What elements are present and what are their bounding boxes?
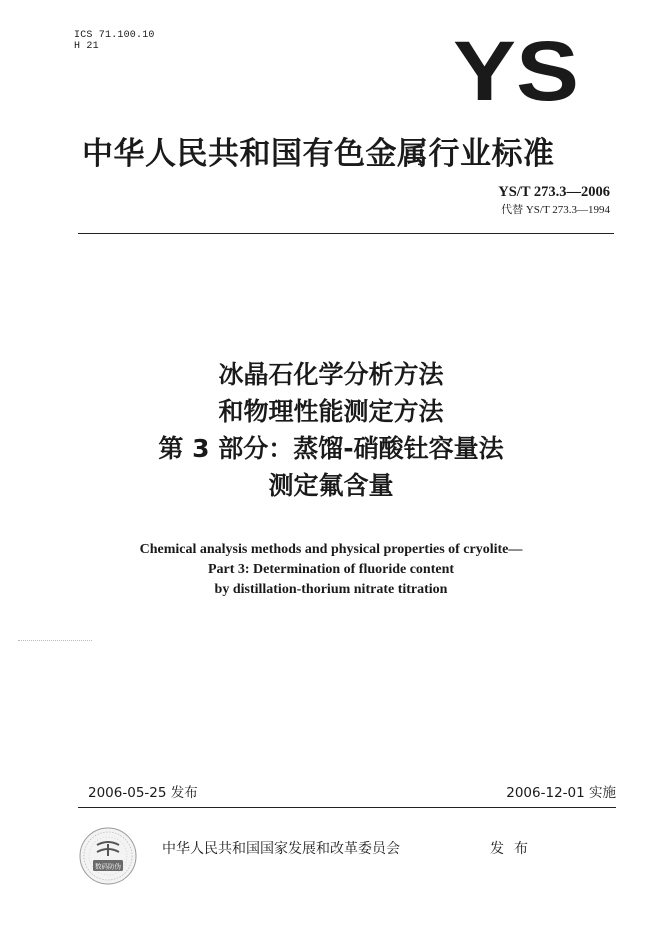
english-title-line: by distillation-thorium nitrate titration xyxy=(214,582,448,597)
english-title-line: Chemical analysis methods and physical properties of cryolite— xyxy=(139,542,523,557)
effective-date: 2006-12-01 实施 xyxy=(506,785,616,801)
chinese-title xyxy=(0,356,662,504)
top-divider xyxy=(78,233,614,234)
publish-date: 2006-05-25 发布 xyxy=(88,785,198,801)
english-title xyxy=(0,540,662,600)
ics-block xyxy=(74,30,155,52)
chinese-title-line: 测定氟含量 xyxy=(268,471,394,500)
seal-text: 数码防伪 xyxy=(95,862,121,871)
english-title-line: Part 3: Determination of fluoride content xyxy=(207,562,455,577)
standard-title: 中华人民共和国有色金属行业标准 xyxy=(82,136,555,172)
ys-logo xyxy=(452,30,580,108)
chinese-title-line: 冰晶石化学分析方法 xyxy=(218,360,444,389)
ys-logo-text: YS xyxy=(453,30,579,108)
anti-counterfeit-seal-icon xyxy=(78,826,138,886)
chinese-title-line: 和物理性能测定方法 xyxy=(218,397,444,426)
issuer-name: 中华人民共和国国家发展和改革委员会 xyxy=(162,841,400,857)
standard-number: YS/T 273.3—2006 xyxy=(498,184,610,200)
class-code: H 21 xyxy=(74,41,99,52)
bottom-divider xyxy=(78,807,616,808)
issue-word: 发布 xyxy=(490,841,538,857)
ics-code: ICS 71.100.10 xyxy=(74,30,155,41)
chinese-title-line: 第 3 部分：蒸馏-硝酸钍容量法 xyxy=(158,434,504,463)
standard-replaces: 代替 YS/T 273.3—1994 xyxy=(501,204,610,216)
scan-artifact xyxy=(18,640,92,641)
